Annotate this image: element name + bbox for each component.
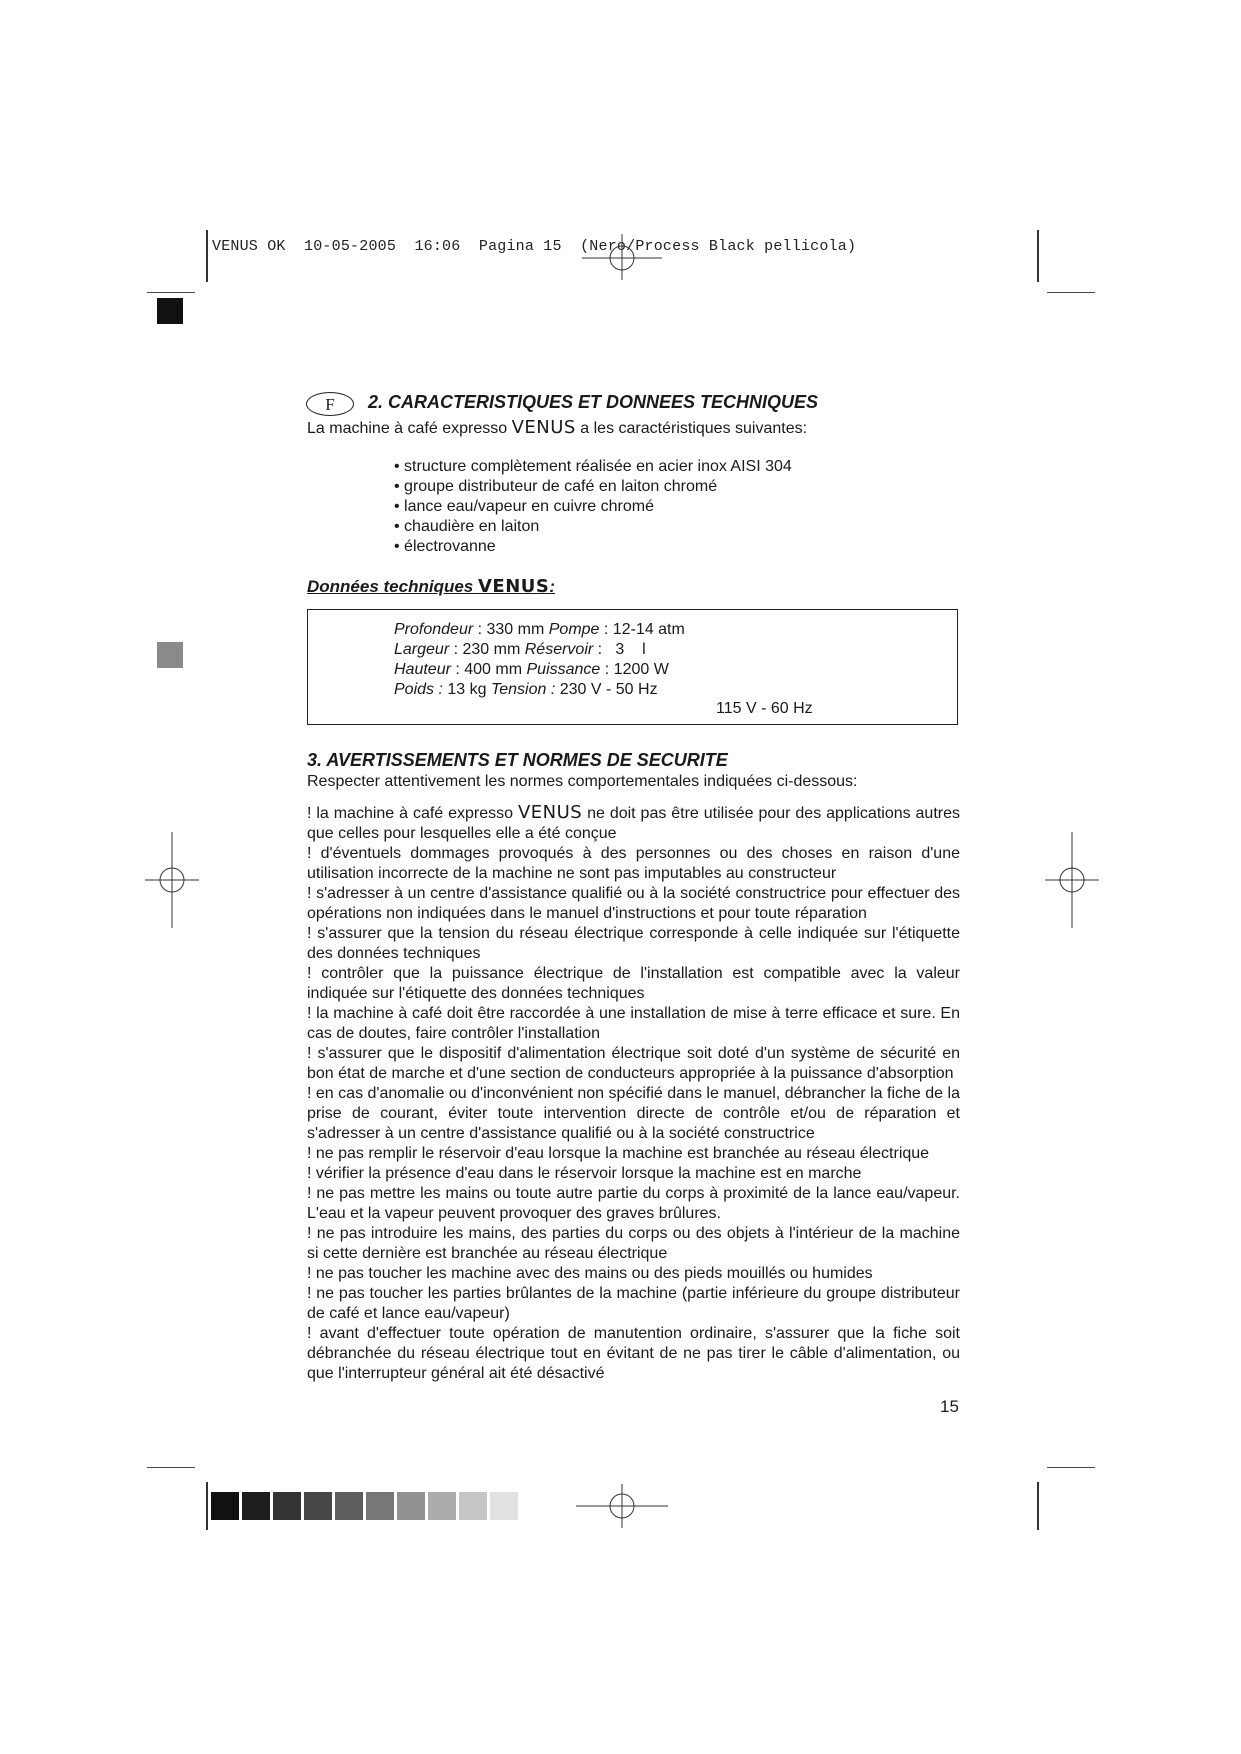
print-header [212,238,856,255]
warnings-list [307,803,960,1384]
crop-mark-top-left-h [147,292,195,293]
tech-heading-text: Données techniques [307,577,478,596]
color-swatch [211,1492,239,1520]
crop-mark-bottom-right-h [1047,1467,1095,1468]
tech-row [394,680,685,700]
print-date: 10-05-2005 [304,238,397,255]
tech-value: : 3 l [593,641,646,658]
crop-mark-bottom-left [206,1482,208,1530]
crop-mark-top-left [206,230,208,282]
tech-heading-brand: VENUS [477,576,550,597]
warning-item: ! contrôler que la puissance électrique de l'installation est compatible avec la valeur indiquée sur l'étiquette des données techniques [307,965,960,1002]
registration-mark-top-icon [580,230,664,282]
tech-label: Réservoir [524,641,594,658]
tech-label: Pompe [548,621,600,638]
warning-item [307,803,960,844]
warning-item: ! avant d'effectuer toute opération de manutention ordinaire, s'assurer que la fiche soit débranchée du réseau électrique tout en évitant de ne pas tirer le câble d'alimentation, ou que l'interrupteur général ait été désactivé [307,1325,960,1382]
color-swatch [490,1492,518,1520]
features-list [394,457,792,557]
color-swatch [397,1492,425,1520]
grey-marker-square [157,642,183,668]
color-swatch [366,1492,394,1520]
color-swatch [273,1492,301,1520]
tech-data-heading [307,576,555,597]
color-swatch [335,1492,363,1520]
feature-item: • groupe distributeur de café en laiton chromé [394,477,792,497]
feature-item: • chaudière en laiton [394,517,792,537]
tech-row [394,620,685,640]
feature-item: • lance eau/vapeur en cuivre chromé [394,497,792,517]
page-number: 15 [940,1397,959,1416]
print-plate: (Nero/Process Black pellicola) [580,238,857,255]
warning-text-before: ! la machine à café expresso [307,805,518,822]
print-page-label: Pagina 15 [478,238,562,255]
warning-brand: VENUS [517,802,583,823]
section-3-title: 3. AVERTISSEMENTS ET NORMES DE SECURITE [307,750,728,770]
color-swatch [428,1492,456,1520]
crop-mark-top-right [1037,230,1039,282]
warning-item: ! ne pas toucher les machine avec des mains ou des pieds mouillés ou humides [307,1265,873,1282]
warning-item: ! la machine à café doit être raccordée à une installation de mise à terre efficace et sure. En cas de doutes, faire contrôler l'installation [307,1005,960,1042]
language-badge: F [306,392,354,416]
black-marker-square [157,298,183,324]
section-3-intro: Respecter attentivement les normes comportementales indiquées ci-dessous: [307,773,858,790]
tech-label: Profondeur [394,621,474,638]
tech-label: Puissance [526,661,601,678]
section-2-title: 2. CARACTERISTIQUES ET DONNEES TECHNIQUES [368,392,819,412]
registration-mark-right-icon [1045,832,1099,928]
tech-label: Poids : [394,681,443,698]
crop-mark-bottom-right [1037,1482,1039,1530]
warning-text-after: ne doit pas être utilisée pour des applications autres que celles pour lesquelles elle a été conçue [307,805,961,842]
tech-row [394,660,685,680]
registration-mark-left-icon [145,832,199,928]
tech-value: 13 kg [442,681,491,698]
warning-item: ! s'assurer que le dispositif d'alimentation électrique soit doté d'un système de sécurité en bon état de marche et d'une section de conducteurs appropriée à la puissance d'absorption [307,1045,960,1082]
intro-text-before: La machine à café expresso [307,420,512,437]
intro-text-after: a les caractéristiques suivantes: [575,420,808,437]
warning-item: ! ne pas toucher les parties brûlantes de la machine (partie inférieure du groupe distributeur de café et lance eau/vapeur) [307,1285,960,1322]
registration-mark-bottom-icon [576,1482,668,1530]
tech-value: : 330 mm [473,621,549,638]
tech-label: Largeur [394,641,450,658]
warning-item: ! ne pas mettre les mains ou toute autre partie du corps à proximité de la lance eau/vapeur. L'eau et la vapeur peuvent provoquer des graves brûlures. [307,1185,960,1222]
tech-value: : 400 mm [450,661,527,678]
warning-item: ! ne pas remplir le réservoir d'eau lorsque la machine est branchée au réseau électrique [307,1145,930,1162]
tech-label: Hauteur [394,661,451,678]
color-swatch [242,1492,270,1520]
warning-item: ! s'adresser à un centre d'assistance qualifié ou à la société constructrice pour effectuer des opérations non indiquées dans le manuel d'instructions et pour toute réparation [307,885,960,922]
tech-value: : 230 mm [449,641,525,658]
tech-value: : 1200 W [600,661,669,678]
tech-row [394,640,685,660]
brand-name: VENUS [511,417,576,438]
tech-heading-colon: : [549,577,556,596]
feature-item: • électrovanne [394,537,792,557]
warning-item: ! ne pas introduire les mains, des parties du corps ou des objets à l'intérieur de la machine si cette dernière est branchée au réseau électrique [307,1225,960,1262]
tech-extra-voltage: 115 V - 60 Hz [716,700,813,717]
color-swatch [459,1492,487,1520]
tech-data-box [307,609,958,725]
warning-item: ! d'éventuels dommages provoqués à des personnes ou des choses en raison d'une utilisation incorrecte de la machine ne sont pas imputables au constructeur [307,845,960,882]
tech-data-rows [394,620,685,700]
print-file: VENUS OK [212,238,286,255]
section-2-intro [307,418,807,439]
crop-mark-bottom-left-h [147,1467,195,1468]
feature-item: • structure complètement réalisée en acier inox AISI 304 [394,457,792,477]
crop-mark-top-right-h [1047,292,1095,293]
print-time: 16:06 [414,238,461,255]
tech-label: Tension : [490,681,556,698]
warning-item: ! vérifier la présence d'eau dans le réservoir lorsque la machine est en marche [307,1165,862,1182]
color-swatch [304,1492,332,1520]
warning-item: ! s'assurer que la tension du réseau électrique corresponde à celle indiquée sur l'étiquette des données techniques [307,925,960,962]
tech-value: 230 V - 50 Hz [555,681,658,698]
warning-item: ! en cas d'anomalie ou d'inconvénient non spécifié dans le manuel, débrancher la fiche de la prise de courant, éviter toute intervention directe de contrôle et/ou de réparation et s'adresser à un centre d'assistance qualifié ou à la société constructrice [307,1085,960,1142]
tech-value: : 12-14 atm [599,621,685,638]
